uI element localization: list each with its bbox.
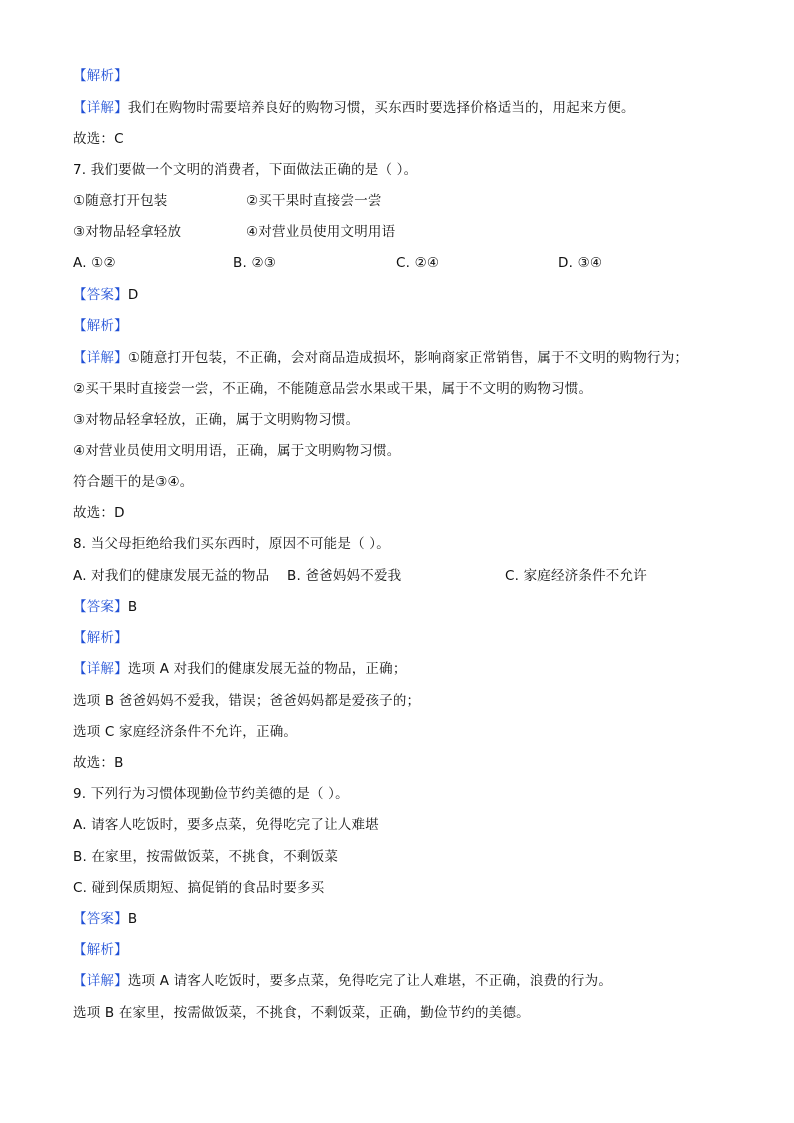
detail-text: 我们在购物时需要培养良好的购物习惯，买东西时要选择价格适当的，用起来方便。 xyxy=(127,100,635,116)
q7-item-3: ③对物品轻拿轻放 xyxy=(73,224,182,240)
q8-option-b: B. 爸爸妈妈不爱我 xyxy=(287,568,402,584)
detail-tag: 【详解】 xyxy=(73,661,128,677)
detail-text: ②买干果时直接尝一尝，不正确，不能随意品尝水果或干果，属于不文明的购物习惯。 xyxy=(73,381,593,397)
detail-line xyxy=(73,97,635,119)
detail-text: 符合题干的是③④。 xyxy=(73,474,194,490)
analysis-tag: 【解析】 xyxy=(73,942,128,958)
q9-detail-1 xyxy=(73,970,612,992)
q7-detail-2 xyxy=(73,378,592,400)
detail-text: ①随意打开包装，不正确，会对商品造成损坏，影响商家正常销售，属于不文明的购物行为； xyxy=(127,350,689,366)
question-8-text: 8. 当父母拒绝给我们买东西时，原因不可能是（ ）。 xyxy=(73,536,390,552)
question-7-items-row-1 xyxy=(73,190,733,212)
q8-detail-1 xyxy=(73,658,407,680)
answer-tag: 【答案】 xyxy=(73,599,128,615)
q7-item-2: ②买干果时直接尝一尝 xyxy=(246,193,382,209)
q7-option-c: C. ②④ xyxy=(396,255,440,271)
q7-answer xyxy=(73,284,138,306)
detail-text: 故选：B xyxy=(73,755,124,771)
q9-detail-2 xyxy=(73,1002,530,1024)
q7-analysis xyxy=(73,315,128,337)
q8-analysis xyxy=(73,627,128,649)
detail-text: 选项 A 请客人吃饭时，要多点菜，免得吃完了让人难堪，不正确，浪费的行为。 xyxy=(127,973,613,989)
q7-detail-4 xyxy=(73,440,400,462)
analysis-tag: 【解析】 xyxy=(73,630,128,646)
q8-option-a: A. 对我们的健康发展无益的物品 xyxy=(73,568,270,584)
detail-text: 故选：D xyxy=(73,505,125,521)
q8-answer xyxy=(73,596,137,618)
question-9 xyxy=(73,783,349,805)
question-8-options xyxy=(73,565,733,587)
q9-answer xyxy=(73,908,137,930)
q7-option-b: B. ②③ xyxy=(233,255,277,271)
detail-tag: 【详解】 xyxy=(73,350,128,366)
detail-text: 选项 B 在家里，按需做饭菜，不挑食，不剩饭菜，正确，勤俭节约的美德。 xyxy=(73,1005,530,1021)
q9-option-a xyxy=(73,814,379,836)
answer-tag: 【答案】 xyxy=(73,287,128,303)
q8-option-c: C. 家庭经济条件不允许 xyxy=(505,568,647,584)
option-text: C. 碰到保质期短、搞促销的食品时要多买 xyxy=(73,880,325,896)
detail-text: ④对营业员使用文明用语，正确，属于文明购物习惯。 xyxy=(73,443,401,459)
q7-detail-3 xyxy=(73,409,359,431)
q9-option-c xyxy=(73,877,325,899)
analysis-tag: 【解析】 xyxy=(73,318,128,334)
answer-tag: 【答案】 xyxy=(73,911,128,927)
q9-option-b xyxy=(73,846,338,868)
analysis-tag: 【解析】 xyxy=(73,68,128,84)
choice-text: 故选：C xyxy=(73,131,124,147)
choice-line xyxy=(73,128,124,150)
q7-option-a: A. ①② xyxy=(73,255,116,271)
q9-analysis xyxy=(73,939,128,961)
question-7-text: 7. 我们要做一个文明的消费者，下面做法正确的是（ ）。 xyxy=(73,162,418,178)
q8-detail-2 xyxy=(73,690,420,712)
question-7 xyxy=(73,159,417,181)
detail-text: 选项 B 爸爸妈妈不爱我，错误；爸爸妈妈都是爱孩子的； xyxy=(73,693,421,709)
detail-text: 选项 C 家庭经济条件不允许，正确。 xyxy=(73,724,298,740)
q7-item-4: ④对营业员使用文明用语 xyxy=(246,224,396,240)
answer-value: D xyxy=(127,287,139,303)
option-text: A. 请客人吃饭时，要多点菜，免得吃完了让人难堪 xyxy=(73,817,379,833)
q7-detail-1 xyxy=(73,347,688,369)
detail-tag: 【详解】 xyxy=(73,100,128,116)
detail-text: ③对物品轻拿轻放，正确，属于文明购物习惯。 xyxy=(73,412,360,428)
q7-item-1: ①随意打开包装 xyxy=(73,193,168,209)
question-7-items-row-2 xyxy=(73,221,733,243)
detail-text: 选项 A 对我们的健康发展无益的物品，正确； xyxy=(127,661,407,677)
question-7-options xyxy=(73,252,733,274)
q7-detail-5 xyxy=(73,471,194,493)
option-text: B. 在家里，按需做饭菜，不挑食，不剩饭菜 xyxy=(73,849,339,865)
answer-value: B xyxy=(127,911,138,927)
question-9-text: 9. 下列行为习惯体现勤俭节约美德的是（ ）。 xyxy=(73,786,349,802)
answer-value: B xyxy=(127,599,138,615)
q7-option-d: D. ③④ xyxy=(558,255,603,271)
q8-detail-3 xyxy=(73,721,297,743)
analysis-heading xyxy=(73,65,128,87)
q8-detail-4 xyxy=(73,752,124,774)
question-8 xyxy=(73,533,390,555)
detail-tag: 【详解】 xyxy=(73,973,128,989)
q7-detail-6 xyxy=(73,502,125,524)
